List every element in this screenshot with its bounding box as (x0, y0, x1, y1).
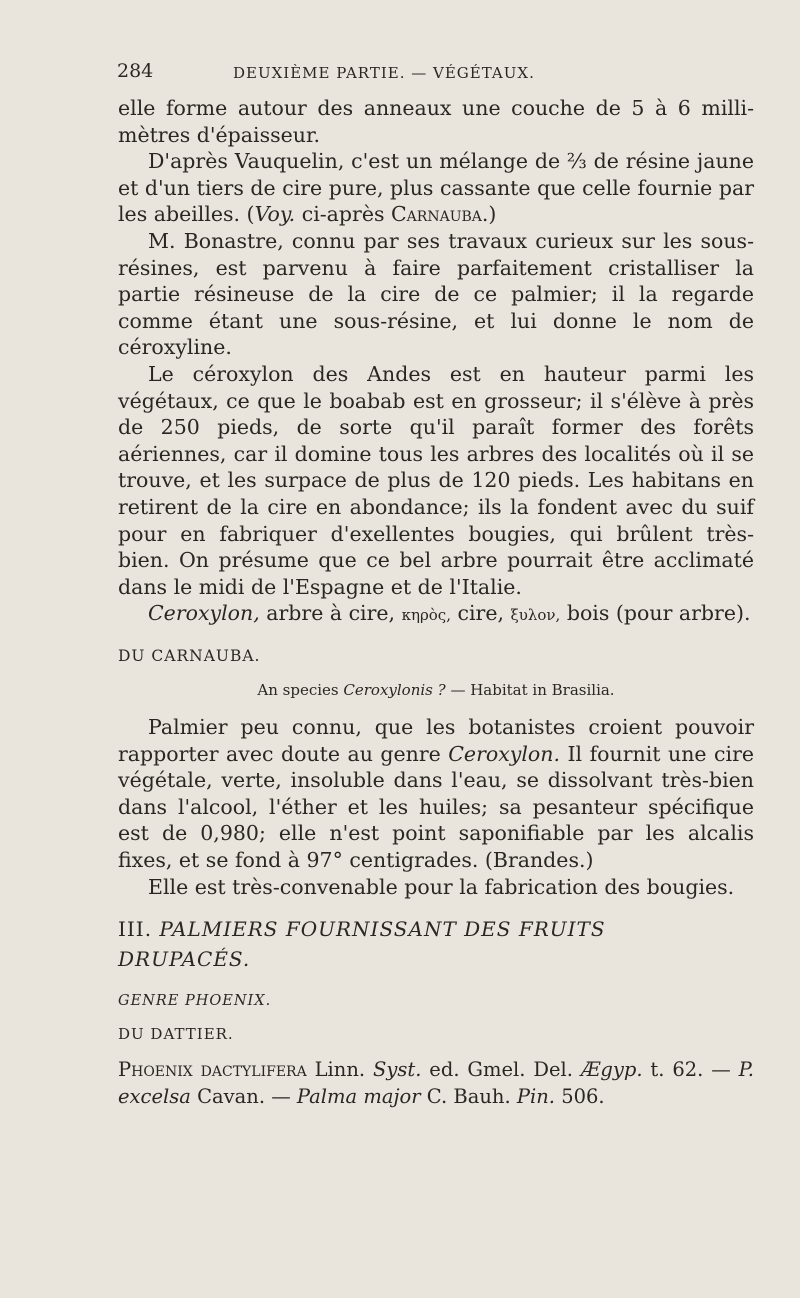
text-italic: Pin. (516, 1085, 555, 1108)
paragraph-vauquelin (118, 148, 754, 228)
text-run: ed. Gmel. Del. (421, 1058, 581, 1082)
paragraph-bougies: Elle est très-convenable pour la fabrication des bougies. (148, 874, 735, 899)
heading-carnauba: DU CARNAUBA. (118, 646, 261, 665)
section-title-line: DRUPACÉS. (118, 947, 251, 972)
text-run: ci-après (295, 202, 391, 227)
text-italic: Ceroxylonis ? (343, 681, 446, 700)
text-run: C. Bauh. (420, 1085, 517, 1108)
text-italic: Palma major (296, 1085, 421, 1108)
genre-heading: GENRE PHOENIX. (118, 993, 272, 1010)
running-title: DEUXIÈME PARTIE. — VÉGÉTAUX. (233, 64, 535, 82)
text-smallcaps: Phoenix dactylifera (118, 1058, 307, 1082)
synonym-line (118, 677, 754, 704)
text-run: arbre à cire, (259, 601, 402, 626)
text-italic: Ceroxylon. (448, 741, 560, 766)
text-run: An species (257, 681, 344, 700)
text-run: Cavan. — (190, 1085, 297, 1108)
page-body (118, 95, 754, 1111)
text-run: D'après Vauquelin, c'est un mélange de ⅔ de résine jaune et d'un tiers de cire pure, plus cassante que celle fournie par les abeilles. ( (118, 149, 754, 227)
text-smallcaps: Carnauba. (391, 202, 489, 227)
text-greek: ξυλον, (510, 606, 561, 625)
text-run: Palmier peu connu, que les botanistes croient pouvoir rapporter avec doute au genre (118, 715, 754, 766)
section-title-line: PALMIERS FOURNISSANT DES FRUITS (152, 917, 606, 942)
paragraph-ceroxylon: Le céroxylon des Andes est en hauteur parmi les végétaux, ce que le boabab est en grosseur; il s'élève à près de 250 pieds, de sorte qu'il paraît former des forêts aériennes, car il domine tous les arbres des localités où il se trouve, et les surpace de plus de 120 pieds. Les habitans en retirent de la cire en abondance; ils la fondent avec du suif pour en fabriquer d'exellentes bougies, qui brûlent très-bien. On présume que ce bel arbre pourrait être acclimaté dans le midi de l'Espagne et de l'Italie. (118, 361, 754, 599)
page-number: 284 (117, 60, 154, 82)
text-run: 506. (555, 1085, 605, 1108)
text-run: bois (pour arbre). (560, 601, 751, 626)
paragraph-bonastre: M. Bonastre, connu par ses travaux curieux sur les sous-résines, est parvenu à faire parfaitement cristalliser la partie résineuse de la cire de ce palmier; il la regarde comme étant une sous-résine, et lui donne le nom de céroxyline. (118, 228, 754, 360)
text-run: ) (488, 202, 497, 227)
section-numeral: III. (118, 917, 153, 942)
paragraph-continuation: elle forme autour des anneaux une couche de 5 à 6 milli-mètres d'épaisseur. (118, 96, 754, 147)
heading-dattier: DU DATTIER. (118, 1024, 234, 1043)
text-run: Il fournit une cire végétale, verte, insoluble dans l'eau, se dissolvant très-bien dans l'alcool, l'éther et les huiles; sa pesanteur spécifique est de 0,980; elle n'est point saponifiable par les alcalis fixes, et se fond à 97° centigrades. (Brandes.) (118, 741, 754, 873)
text-run: cire, (450, 601, 511, 626)
text-italic: Voy. (254, 202, 296, 227)
paragraph-etymology (118, 600, 754, 629)
text-run: — Habitat in Brasilia. (445, 681, 615, 700)
section-title (118, 914, 754, 974)
botanical-reference (118, 1057, 754, 1110)
text-italic: Ægyp. (580, 1058, 643, 1082)
text-run: t. 62. — (642, 1058, 739, 1082)
text-run: Linn. (306, 1058, 373, 1082)
text-greek: κηρὸς, (401, 606, 451, 625)
text-italic: Ceroxylon, (148, 601, 260, 626)
text-italic: P. excelsa (118, 1058, 754, 1108)
paragraph-carnauba (118, 714, 754, 874)
text-italic: Syst. (372, 1058, 422, 1082)
